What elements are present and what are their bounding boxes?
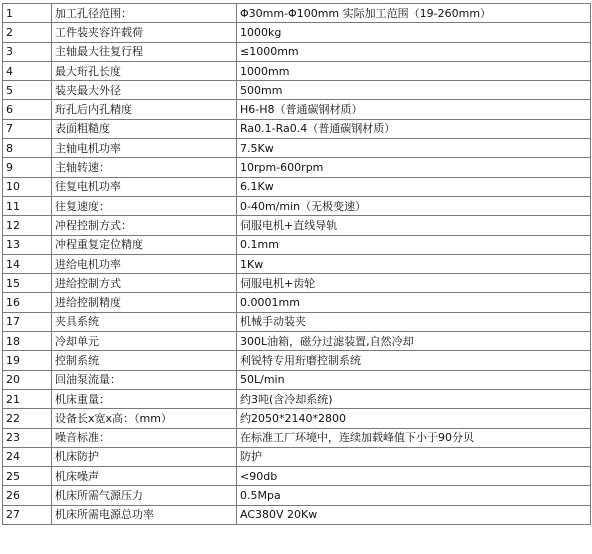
table-row <box>3 196 591 215</box>
row-number-cell: 13 <box>3 235 52 254</box>
table-row <box>3 486 591 505</box>
row-number-cell: 9 <box>3 158 52 177</box>
row-number-cell: 6 <box>3 100 52 119</box>
parameter-name-cell: 往复电机功率 <box>52 177 237 196</box>
parameter-value-cell: 防护 <box>237 447 591 466</box>
parameter-name-cell: 冲程控制方式： <box>52 216 237 235</box>
table-row <box>3 467 591 486</box>
row-number-cell: 17 <box>3 312 52 331</box>
parameter-value-cell: Ra0.1-Ra0.4（普通碳钢材质） <box>237 119 591 138</box>
row-number-cell: 8 <box>3 139 52 158</box>
parameter-name-cell: 回油泵流量： <box>52 370 237 389</box>
table-row <box>3 351 591 370</box>
parameter-name-cell: 主轴电机功率 <box>52 139 237 158</box>
parameter-name-cell: 工件装夹容许载荷 <box>52 23 237 42</box>
row-number-cell: 18 <box>3 332 52 351</box>
row-number-cell: 19 <box>3 351 52 370</box>
parameter-value-cell: 1000kg <box>237 23 591 42</box>
parameter-value-cell: 50L/min <box>237 370 591 389</box>
parameter-value-cell: 500mm <box>237 81 591 100</box>
table-row <box>3 177 591 196</box>
row-number-cell: 25 <box>3 467 52 486</box>
parameter-name-cell: 往复速度： <box>52 196 237 215</box>
row-number-cell: 12 <box>3 216 52 235</box>
row-number-cell: 16 <box>3 293 52 312</box>
parameter-value-cell: 约2050*2140*2800 <box>237 409 591 428</box>
parameter-value-cell: 7.5Kw <box>237 139 591 158</box>
table-row <box>3 505 591 524</box>
parameter-value-cell: 0.0001mm <box>237 293 591 312</box>
parameter-name-cell: 珩孔后内孔精度 <box>52 100 237 119</box>
parameter-value-cell: 0-40m/min（无极变速） <box>237 196 591 215</box>
parameter-name-cell: 加工孔径范围： <box>52 4 237 23</box>
parameter-name-cell: 机床防护 <box>52 447 237 466</box>
row-number-cell: 15 <box>3 274 52 293</box>
table-row <box>3 389 591 408</box>
row-number-cell: 1 <box>3 4 52 23</box>
parameter-name-cell: 进给控制方式 <box>52 274 237 293</box>
parameter-value-cell: 0.1mm <box>237 235 591 254</box>
parameter-name-cell: 夹具系统 <box>52 312 237 331</box>
table-row <box>3 4 591 23</box>
parameter-value-cell: Φ30mm-Φ100mm 实际加工范围（19-260mm） <box>237 4 591 23</box>
parameter-value-cell: 0.5Mpa <box>237 486 591 505</box>
parameter-value-cell: AC380V 20Kw <box>237 505 591 524</box>
parameter-value-cell: 约3吨(含冷却系统) <box>237 389 591 408</box>
table-row <box>3 332 591 351</box>
parameter-value-cell: 10rpm-600rpm <box>237 158 591 177</box>
parameter-name-cell: 机床噪声 <box>52 467 237 486</box>
table-row <box>3 235 591 254</box>
parameter-value-cell: 在标准工厂环境中，连续加载峰值下小于90分贝 <box>237 428 591 447</box>
parameter-name-cell: 机床重量： <box>52 389 237 408</box>
table-row <box>3 119 591 138</box>
spec-table-body <box>3 4 591 525</box>
row-number-cell: 4 <box>3 61 52 80</box>
table-row <box>3 42 591 61</box>
parameter-value-cell: 机械手动装夹 <box>237 312 591 331</box>
row-number-cell: 5 <box>3 81 52 100</box>
row-number-cell: 11 <box>3 196 52 215</box>
parameter-value-cell: 利锐特专用珩磨控制系统 <box>237 351 591 370</box>
row-number-cell: 24 <box>3 447 52 466</box>
parameter-name-cell: 装夹最大外径 <box>52 81 237 100</box>
row-number-cell: 10 <box>3 177 52 196</box>
table-row <box>3 428 591 447</box>
table-row <box>3 81 591 100</box>
parameter-name-cell: 主轴最大往复行程 <box>52 42 237 61</box>
row-number-cell: 20 <box>3 370 52 389</box>
row-number-cell: 27 <box>3 505 52 524</box>
parameter-name-cell: 机床所需气源压力 <box>52 486 237 505</box>
spec-table <box>2 3 591 525</box>
table-row <box>3 312 591 331</box>
table-row <box>3 293 591 312</box>
parameter-name-cell: 表面粗糙度 <box>52 119 237 138</box>
table-row <box>3 409 591 428</box>
table-row <box>3 447 591 466</box>
parameter-name-cell: 控制系统 <box>52 351 237 370</box>
parameter-value-cell: 6.1Kw <box>237 177 591 196</box>
row-number-cell: 21 <box>3 389 52 408</box>
parameter-name-cell: 进给控制精度 <box>52 293 237 312</box>
row-number-cell: 26 <box>3 486 52 505</box>
row-number-cell: 14 <box>3 254 52 273</box>
parameter-name-cell: 进给电机功率 <box>52 254 237 273</box>
row-number-cell: 3 <box>3 42 52 61</box>
parameter-value-cell: <90db <box>237 467 591 486</box>
parameter-name-cell: 冲程重复定位精度 <box>52 235 237 254</box>
parameter-name-cell: 机床所需电源总功率 <box>52 505 237 524</box>
parameter-name-cell: 最大珩孔长度 <box>52 61 237 80</box>
parameter-value-cell: 伺服电机+齿轮 <box>237 274 591 293</box>
parameter-value-cell: 1Kw <box>237 254 591 273</box>
table-row <box>3 274 591 293</box>
parameter-name-cell: 冷却单元 <box>52 332 237 351</box>
table-row <box>3 23 591 42</box>
parameter-name-cell: 噪音标准： <box>52 428 237 447</box>
row-number-cell: 23 <box>3 428 52 447</box>
parameter-name-cell: 设备长x宽x高：（mm） <box>52 409 237 428</box>
parameter-name-cell: 主轴转速： <box>52 158 237 177</box>
row-number-cell: 22 <box>3 409 52 428</box>
parameter-value-cell: 300L油箱，磁分过滤装置,自然冷却 <box>237 332 591 351</box>
parameter-value-cell: ≤1000mm <box>237 42 591 61</box>
table-row <box>3 158 591 177</box>
row-number-cell: 7 <box>3 119 52 138</box>
table-row <box>3 216 591 235</box>
table-row <box>3 370 591 389</box>
row-number-cell: 2 <box>3 23 52 42</box>
table-row <box>3 139 591 158</box>
parameter-value-cell: 1000mm <box>237 61 591 80</box>
table-row <box>3 61 591 80</box>
parameter-value-cell: 伺服电机+直线导轨 <box>237 216 591 235</box>
parameter-value-cell: H6-H8（普通碳钢材质） <box>237 100 591 119</box>
table-row <box>3 100 591 119</box>
table-row <box>3 254 591 273</box>
